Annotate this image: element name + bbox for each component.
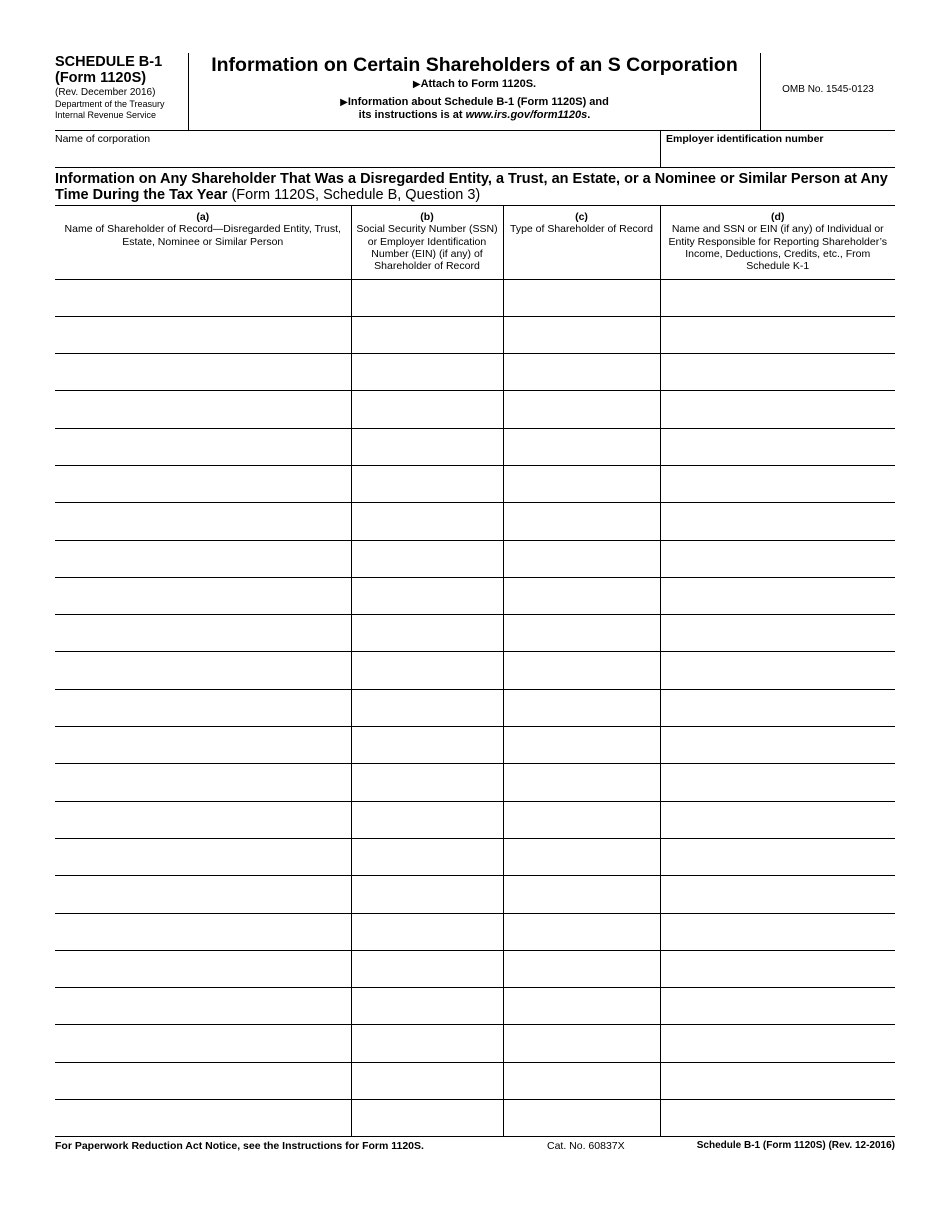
cell-shareholder-type[interactable] [503, 503, 660, 540]
cell-responsible-party[interactable] [660, 727, 895, 764]
info-prefix: Information about Schedule B-1 (Form 1120S) and [347, 96, 609, 108]
info-instruction [189, 96, 760, 122]
cell-ssn-ein[interactable] [351, 988, 503, 1025]
column-header-a [55, 206, 351, 279]
cell-ssn-ein[interactable] [351, 689, 503, 726]
cell-ssn-ein[interactable] [351, 727, 503, 764]
table-row [55, 727, 895, 764]
cell-shareholder-type[interactable] [503, 950, 660, 987]
triangle-arrow-icon: ▶ [340, 97, 348, 108]
paperwork-notice: For Paperwork Reduction Act Notice, see the Instructions for Form 1120S. [55, 1140, 424, 1152]
corp-name-label: Name of corporation [55, 133, 151, 145]
table-row [55, 913, 895, 950]
cell-shareholder-name[interactable] [55, 727, 351, 764]
column-letter: (d) [771, 211, 785, 223]
table-row [55, 503, 895, 540]
department-line-1: Department of the Treasury [55, 99, 165, 109]
cell-shareholder-type[interactable] [503, 465, 660, 502]
cell-responsible-party[interactable] [660, 428, 895, 465]
cell-shareholder-type[interactable] [503, 316, 660, 353]
cell-shareholder-name[interactable] [55, 1100, 351, 1137]
column-label: Name and SSN or EIN (if any) of Individual or Entity Responsible for Reporting Shareholder’s Income, Deductions, Credits, etc., From Schedule K-1 [668, 223, 887, 273]
cell-ssn-ein[interactable] [351, 876, 503, 913]
ein-label: Employer identification number [666, 133, 824, 145]
cell-shareholder-type[interactable] [503, 1062, 660, 1099]
cell-ssn-ein[interactable] [351, 428, 503, 465]
cell-shareholder-type[interactable] [503, 577, 660, 614]
cell-shareholder-type[interactable] [503, 652, 660, 689]
table-body [55, 279, 895, 1137]
cell-responsible-party[interactable] [660, 801, 895, 838]
cell-ssn-ein[interactable] [351, 279, 503, 316]
cell-responsible-party[interactable] [660, 1100, 895, 1137]
ein-field[interactable] [661, 131, 895, 167]
corp-name-field[interactable] [55, 131, 661, 167]
cell-shareholder-name[interactable] [55, 279, 351, 316]
cell-shareholder-name[interactable] [55, 801, 351, 838]
cell-shareholder-name[interactable] [55, 652, 351, 689]
revision-date: (Rev. December 2016) [55, 87, 156, 98]
cell-shareholder-type[interactable] [503, 988, 660, 1025]
cell-shareholder-type[interactable] [503, 838, 660, 875]
column-header-b [351, 206, 503, 279]
cell-shareholder-type[interactable] [503, 764, 660, 801]
table-row [55, 465, 895, 502]
cell-ssn-ein[interactable] [351, 316, 503, 353]
cell-shareholder-type[interactable] [503, 540, 660, 577]
cell-shareholder-name[interactable] [55, 615, 351, 652]
table-row [55, 876, 895, 913]
schedule-b1-form [55, 53, 895, 1137]
cell-responsible-party[interactable] [660, 876, 895, 913]
cell-responsible-party[interactable] [660, 540, 895, 577]
table-row [55, 950, 895, 987]
table-row [55, 279, 895, 316]
cell-shareholder-type[interactable] [503, 689, 660, 726]
cell-shareholder-name[interactable] [55, 876, 351, 913]
cell-responsible-party[interactable] [660, 950, 895, 987]
cell-responsible-party[interactable] [660, 652, 895, 689]
cell-responsible-party[interactable] [660, 354, 895, 391]
table-row [55, 801, 895, 838]
cell-shareholder-name[interactable] [55, 316, 351, 353]
section-title-reference: (Form 1120S, Schedule B, Question 3) [227, 187, 481, 203]
cell-responsible-party[interactable] [660, 913, 895, 950]
cell-shareholder-name[interactable] [55, 503, 351, 540]
cell-shareholder-name[interactable] [55, 988, 351, 1025]
cell-responsible-party[interactable] [660, 391, 895, 428]
cell-shareholder-type[interactable] [503, 391, 660, 428]
cell-shareholder-type[interactable] [503, 913, 660, 950]
cell-ssn-ein[interactable] [351, 540, 503, 577]
cell-shareholder-name[interactable] [55, 540, 351, 577]
table-row [55, 1062, 895, 1099]
cell-ssn-ein[interactable] [351, 354, 503, 391]
cell-shareholder-type[interactable] [503, 727, 660, 764]
table-row [55, 764, 895, 801]
table-row [55, 838, 895, 875]
attach-text: Attach to Form 1120S. [420, 78, 537, 90]
form-title: Information on Certain Shareholders of an S Corporation [211, 54, 738, 76]
cell-shareholder-name[interactable] [55, 465, 351, 502]
shareholder-table [55, 206, 895, 1137]
cell-shareholder-name[interactable] [55, 689, 351, 726]
cell-shareholder-name[interactable] [55, 354, 351, 391]
cell-ssn-ein[interactable] [351, 1025, 503, 1062]
info-period: . [587, 109, 591, 121]
cell-ssn-ein[interactable] [351, 913, 503, 950]
section-heading [55, 168, 895, 206]
form-id-block [55, 53, 189, 130]
table-row [55, 316, 895, 353]
table-row [55, 428, 895, 465]
cell-ssn-ein[interactable] [351, 801, 503, 838]
form-reference: (Form 1120S) [55, 70, 147, 86]
cell-ssn-ein[interactable] [351, 391, 503, 428]
cell-shareholder-type[interactable] [503, 354, 660, 391]
table-header-row [55, 206, 895, 279]
table-row [55, 577, 895, 614]
cell-ssn-ein[interactable] [351, 1062, 503, 1099]
cell-ssn-ein[interactable] [351, 652, 503, 689]
cell-shareholder-name[interactable] [55, 428, 351, 465]
cell-shareholder-name[interactable] [55, 913, 351, 950]
cell-shareholder-type[interactable] [503, 279, 660, 316]
cell-shareholder-type[interactable] [503, 801, 660, 838]
cell-responsible-party[interactable] [660, 988, 895, 1025]
corporation-info-row [55, 131, 895, 168]
column-letter: (c) [575, 211, 588, 223]
cell-shareholder-name[interactable] [55, 391, 351, 428]
table-row [55, 391, 895, 428]
cell-ssn-ein[interactable] [351, 838, 503, 875]
cell-ssn-ein[interactable] [351, 465, 503, 502]
cell-responsible-party[interactable] [660, 465, 895, 502]
schedule-title: SCHEDULE B-1 [55, 54, 163, 70]
cell-responsible-party[interactable] [660, 1025, 895, 1062]
cell-shareholder-name[interactable] [55, 577, 351, 614]
cell-responsible-party[interactable] [660, 838, 895, 875]
cell-ssn-ein[interactable] [351, 950, 503, 987]
cell-shareholder-name[interactable] [55, 1062, 351, 1099]
table-row [55, 988, 895, 1025]
cell-ssn-ein[interactable] [351, 615, 503, 652]
column-label: Type of Shareholder of Record [509, 223, 653, 236]
table-row [55, 1025, 895, 1062]
cell-responsible-party[interactable] [660, 577, 895, 614]
column-header-d [660, 206, 895, 279]
table-row [55, 689, 895, 726]
cell-ssn-ein[interactable] [351, 577, 503, 614]
form-header [55, 53, 895, 131]
cell-ssn-ein[interactable] [351, 764, 503, 801]
cell-shareholder-name[interactable] [55, 764, 351, 801]
cell-shareholder-name[interactable] [55, 1025, 351, 1062]
info-suffix: its instructions is at [358, 109, 466, 121]
cell-shareholder-type[interactable] [503, 1100, 660, 1137]
cell-responsible-party[interactable] [660, 503, 895, 540]
cell-shareholder-type[interactable] [503, 615, 660, 652]
cell-shareholder-name[interactable] [55, 838, 351, 875]
omb-number: OMB No. 1545-0123 [782, 84, 874, 95]
column-label: Social Security Number (SSN) or Employer Identification Number (EIN) (if any) of Shareholder of Record [356, 223, 498, 273]
cell-responsible-party[interactable] [660, 764, 895, 801]
column-letter: (b) [420, 211, 434, 223]
cell-shareholder-name[interactable] [55, 950, 351, 987]
department-line-2: Internal Revenue Service [55, 110, 157, 120]
table-row [55, 652, 895, 689]
table-row [55, 615, 895, 652]
cell-ssn-ein[interactable] [351, 1100, 503, 1137]
cell-shareholder-type[interactable] [503, 428, 660, 465]
cell-ssn-ein[interactable] [351, 503, 503, 540]
table-row [55, 354, 895, 391]
column-header-c [503, 206, 660, 279]
cell-responsible-party[interactable] [660, 1062, 895, 1099]
column-letter: (a) [196, 211, 210, 223]
cell-shareholder-type[interactable] [503, 876, 660, 913]
cell-responsible-party[interactable] [660, 615, 895, 652]
column-label: Name of Shareholder of Record—Disregarded Entity, Trust, Estate, Nominee or Similar Person [64, 223, 341, 248]
cell-shareholder-type[interactable] [503, 1025, 660, 1062]
triangle-arrow-icon: ▶ [412, 79, 421, 90]
cell-responsible-party[interactable] [660, 316, 895, 353]
irs-url-link[interactable]: www.irs.gov/form1120s [465, 109, 588, 121]
cell-responsible-party[interactable] [660, 689, 895, 726]
form-identifier: Schedule B-1 (Form 1120S) (Rev. 12-2016) [696, 1140, 895, 1151]
section-title-bold: Information on Any Shareholder That Was a Disregarded Entity, a Trust, an Estate, or a Nominee or Similar Person at Any Time During the Tax Year [55, 171, 888, 203]
table-row [55, 1100, 895, 1137]
title-block [189, 53, 761, 130]
catalog-number: Cat. No. 60837X [547, 1140, 625, 1152]
attach-instruction [189, 78, 760, 91]
table-row [55, 540, 895, 577]
cell-responsible-party[interactable] [660, 279, 895, 316]
